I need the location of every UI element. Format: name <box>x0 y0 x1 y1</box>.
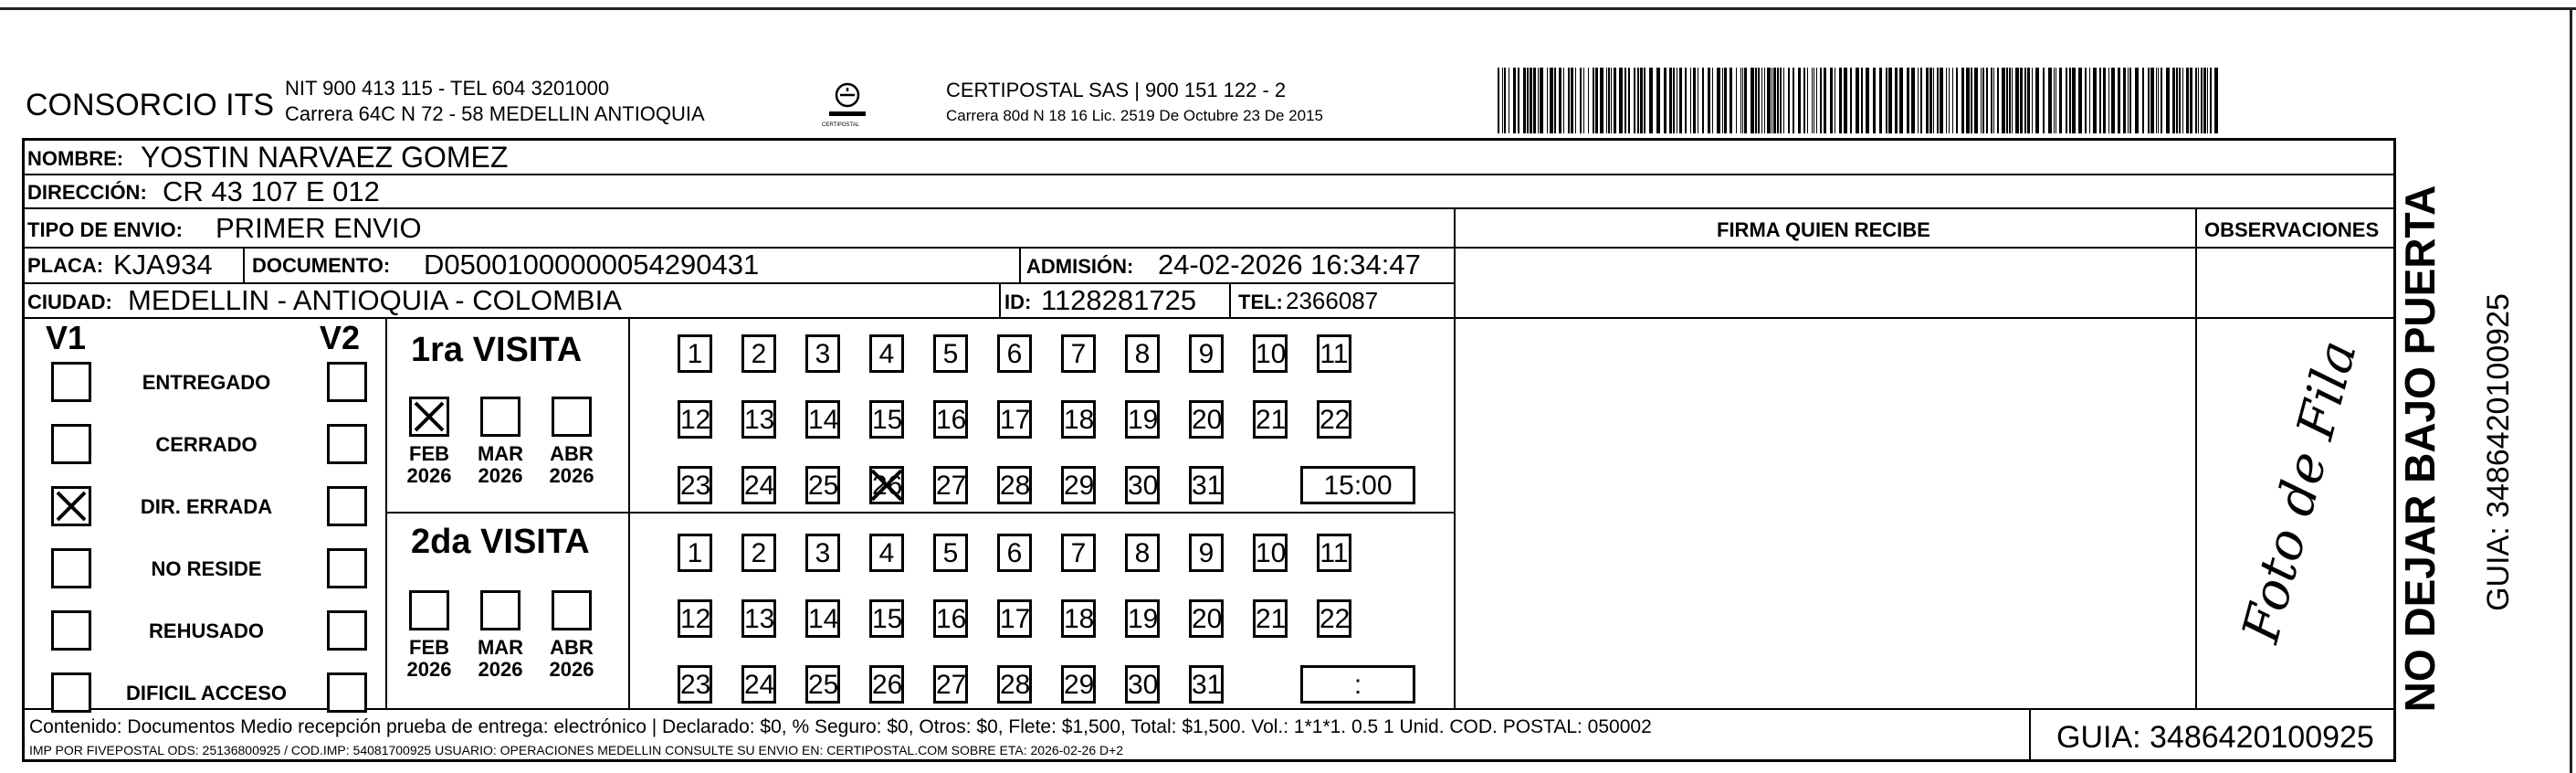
admision-value: 24-02-2026 16:34:47 <box>1158 249 1421 281</box>
logo-text: CERTIPOSTAL <box>822 122 860 128</box>
visit1-day-box[interactable]: 31 <box>1189 466 1224 504</box>
observaciones-header: OBSERVACIONES <box>2204 218 2380 241</box>
tipo-value: PRIMER ENVIO <box>216 212 422 244</box>
visit2-day-box[interactable]: 27 <box>933 665 968 704</box>
direccion-value: CR 43 107 E 012 <box>163 175 380 207</box>
placa-value: KJA934 <box>113 249 213 281</box>
visit2-day-box[interactable]: 7 <box>1061 534 1096 572</box>
visit2-day-box[interactable]: 19 <box>1125 599 1160 638</box>
visit1-day-box[interactable]: 13 <box>741 400 776 439</box>
visit1-day-box[interactable]: 15 <box>869 400 904 439</box>
company-address: Carrera 64C N 72 - 58 MEDELLIN ANTIOQUIA <box>285 102 705 125</box>
tel-label: TEL: <box>1238 291 1283 313</box>
visit2-day-box[interactable]: 29 <box>1061 665 1096 704</box>
visit2-day-box[interactable]: 25 <box>805 665 840 704</box>
nombre-label: NOMBRE: <box>27 147 124 170</box>
v2-checkbox[interactable] <box>327 548 367 588</box>
visit1-day-box[interactable]: 17 <box>997 400 1032 439</box>
visit2-title: 2da VISITA <box>411 523 590 561</box>
certipostal-logo <box>822 77 873 128</box>
ciudad-value: MEDELLIN - ANTIOQUIA - COLOMBIA <box>128 284 622 316</box>
visit2-time-box[interactable]: : <box>1300 665 1415 704</box>
visit1-day-box[interactable]: 21 <box>1253 400 1288 439</box>
check-mark-icon <box>411 398 447 435</box>
id-value: 1128281725 <box>1041 284 1197 316</box>
v1-header: V1 <box>46 319 87 356</box>
visit1-day-box[interactable]: 14 <box>805 400 840 439</box>
visit2-day-box[interactable]: 12 <box>678 599 712 638</box>
ciudad-label: CIUDAD: <box>27 291 112 313</box>
visit2-year-label: 2026 <box>478 658 523 681</box>
visit2-day-box[interactable]: 22 <box>1317 599 1351 638</box>
visit2-day-box[interactable]: 1 <box>678 534 712 572</box>
visit2-day-box[interactable]: 4 <box>869 534 904 572</box>
visit1-day-box[interactable]: 25 <box>805 466 840 504</box>
documento-label: DOCUMENTO: <box>252 254 391 277</box>
footer-guia: GUIA: 3486420100925 <box>2056 720 2374 755</box>
visit1-day-box[interactable]: 3 <box>805 334 840 373</box>
visit1-day-box[interactable]: 16 <box>933 400 968 439</box>
row-line <box>22 317 2396 319</box>
side-text <box>2396 146 2566 768</box>
company-name: CONSORCIO ITS <box>26 88 275 122</box>
visit1-year-label: 2026 <box>549 464 594 487</box>
col-line <box>1454 207 1456 708</box>
row-line <box>22 207 2396 209</box>
visit1-day-box[interactable]: 7 <box>1061 334 1096 373</box>
visit2-day-box[interactable]: 14 <box>805 599 840 638</box>
visit1-day-box[interactable]: 18 <box>1061 400 1096 439</box>
visit1-title: 1ra VISITA <box>411 331 583 369</box>
visit1-year-label: 2026 <box>406 464 452 487</box>
visit2-year-label: 2026 <box>549 658 594 681</box>
status-label: ENTREGADO <box>142 371 271 394</box>
visit1-day-box[interactable]: 8 <box>1125 334 1160 373</box>
license-line: Carrera 80d N 18 16 Lic. 2519 De Octubre 23 De 2015 <box>946 107 1323 124</box>
v2-checkbox[interactable] <box>327 672 367 713</box>
handwritten-observation: Foto de Fila <box>2231 334 2369 649</box>
visit2-day-box[interactable]: 2 <box>741 534 776 572</box>
visit2-day-box[interactable]: 26 <box>869 665 904 704</box>
col-line <box>2195 207 2197 708</box>
visit1-day-box[interactable]: 11 <box>1317 334 1351 373</box>
visit2-day-box[interactable]: 23 <box>678 665 712 704</box>
visit2-month-checkbox[interactable] <box>480 590 520 630</box>
visit2-day-box[interactable]: 28 <box>997 665 1032 704</box>
visit2-year-label: 2026 <box>406 658 452 681</box>
visit1-month-label: ABR <box>550 442 594 465</box>
visit2-month-label: MAR <box>477 636 524 659</box>
visit1-day-box[interactable]: 27 <box>933 466 968 504</box>
direccion-label: DIRECCIÓN: <box>27 181 147 204</box>
col-line <box>1229 282 1231 317</box>
placa-label: PLACA: <box>27 254 104 277</box>
footer-contenido: Contenido: Documentos Medio recepción prueba de entrega: electrónico | Declarado: $0, % Seguro: $0, Otros: $0, Flete: $1,500, Total: $1,500. Vol.: 1*1*1. 0.5 1 Unid. COD. POSTAL: 050002 <box>29 716 1652 737</box>
visit2-day-box[interactable]: 16 <box>933 599 968 638</box>
side-warning: NO DEJAR BAJO PUERTA <box>2396 185 2444 713</box>
company-nit: NIT 900 413 115 - TEL 604 3201000 <box>285 77 610 100</box>
col-line <box>1019 247 1021 282</box>
visit2-day-box[interactable]: 21 <box>1253 599 1288 638</box>
visit2-day-box[interactable]: 6 <box>997 534 1032 572</box>
visit1-day-box[interactable]: 10 <box>1253 334 1288 373</box>
visit1-day-box[interactable]: 1 <box>678 334 712 373</box>
visit1-day-box[interactable]: 5 <box>933 334 968 373</box>
v2-checkbox[interactable] <box>327 610 367 651</box>
v2-checkbox[interactable] <box>327 362 367 402</box>
visit1-day-box[interactable]: 20 <box>1189 400 1224 439</box>
check-mark-icon <box>867 466 906 504</box>
right-edge <box>2570 9 2572 773</box>
visit2-day-box[interactable]: 11 <box>1317 534 1351 572</box>
visit2-day-box[interactable]: 3 <box>805 534 840 572</box>
visit1-month-label: FEB <box>409 442 449 465</box>
status-label: DIR. ERRADA <box>140 495 273 518</box>
visit1-day-box[interactable]: 19 <box>1125 400 1160 439</box>
visit1-year-label: 2026 <box>478 464 523 487</box>
visit2-day-box[interactable]: 15 <box>869 599 904 638</box>
col-line <box>243 247 245 282</box>
visit2-day-box[interactable]: 20 <box>1189 599 1224 638</box>
barcode <box>1498 68 2228 133</box>
visit1-day-box[interactable]: 9 <box>1189 334 1224 373</box>
row-line <box>22 708 2396 710</box>
visit2-month-checkbox[interactable] <box>552 590 592 630</box>
visit2-day-box[interactable]: 5 <box>933 534 968 572</box>
status-label: NO RESIDE <box>151 557 262 580</box>
visit1-day-box[interactable]: 28 <box>997 466 1032 504</box>
visit1-day-box[interactable]: 22 <box>1317 400 1351 439</box>
visit1-day-box[interactable]: 24 <box>741 466 776 504</box>
nombre-value: YOSTIN NARVAEZ GOMEZ <box>141 141 509 174</box>
row-line <box>385 512 1456 514</box>
visit2-day-box[interactable]: 24 <box>741 665 776 704</box>
v2-header: V2 <box>320 319 361 356</box>
visit1-day-box[interactable]: 26 <box>869 466 904 504</box>
visit1-month-label: MAR <box>477 442 524 465</box>
v2-checkbox[interactable] <box>327 424 367 464</box>
status-label: CERRADO <box>155 433 258 456</box>
id-label: ID: <box>1004 291 1032 313</box>
visit2-day-box[interactable]: 8 <box>1125 534 1160 572</box>
visit2-day-box[interactable]: 31 <box>1189 665 1224 704</box>
status-label: DIFICIL ACCESO <box>125 682 287 704</box>
top-edge <box>0 7 2576 10</box>
tel-value: 2366087 <box>1286 287 1379 314</box>
certipostal-line: CERTIPOSTAL SAS | 900 151 122 - 2 <box>946 79 1287 101</box>
visit2-month-checkbox[interactable] <box>409 590 449 630</box>
visit1-month-checkbox[interactable] <box>552 397 592 437</box>
visit1-time-box[interactable]: 15:00 <box>1300 466 1415 504</box>
col-line <box>2029 708 2031 762</box>
visit2-day-box[interactable]: 10 <box>1253 534 1288 572</box>
side-guia: GUIA: 3486420100925 <box>2481 293 2516 611</box>
visit1-month-checkbox[interactable] <box>480 397 520 437</box>
visit2-day-box[interactable]: 30 <box>1125 665 1160 704</box>
firma-header: FIRMA QUIEN RECIBE <box>1717 218 1930 241</box>
visit2-day-box[interactable]: 18 <box>1061 599 1096 638</box>
col-line <box>999 282 1001 317</box>
visit2-day-box[interactable]: 17 <box>997 599 1032 638</box>
visit2-month-label: FEB <box>409 636 449 659</box>
v2-checkbox[interactable] <box>327 486 367 526</box>
visit1-day-box[interactable]: 6 <box>997 334 1032 373</box>
visit2-month-label: ABR <box>550 636 594 659</box>
status-label: REHUSADO <box>149 619 264 642</box>
visit1-day-box[interactable]: 4 <box>869 334 904 373</box>
admision-label: ADMISIÓN: <box>1026 255 1134 278</box>
visit1-day-box[interactable]: 12 <box>678 400 712 439</box>
visit1-day-box[interactable]: 23 <box>678 466 712 504</box>
tipo-label: TIPO DE ENVIO: <box>27 218 183 241</box>
visit1-day-box[interactable]: 29 <box>1061 466 1096 504</box>
visit1-day-box[interactable]: 2 <box>741 334 776 373</box>
visit2-day-box[interactable]: 13 <box>741 599 776 638</box>
footer-imp: IMP POR FIVEPOSTAL ODS: 25136800925 / COD.IMP: 54081700925 USUARIO: OPERACIONES MEDELLIN CONSULTE SU ENVIO EN: CERTIPOSTAL.COM SOBRE ETA: 2026-02-26 D+2 <box>29 743 1124 757</box>
visit2-day-box[interactable]: 9 <box>1189 534 1224 572</box>
visit1-day-box[interactable]: 30 <box>1125 466 1160 504</box>
documento-value: D05001000000054290431 <box>424 249 760 281</box>
